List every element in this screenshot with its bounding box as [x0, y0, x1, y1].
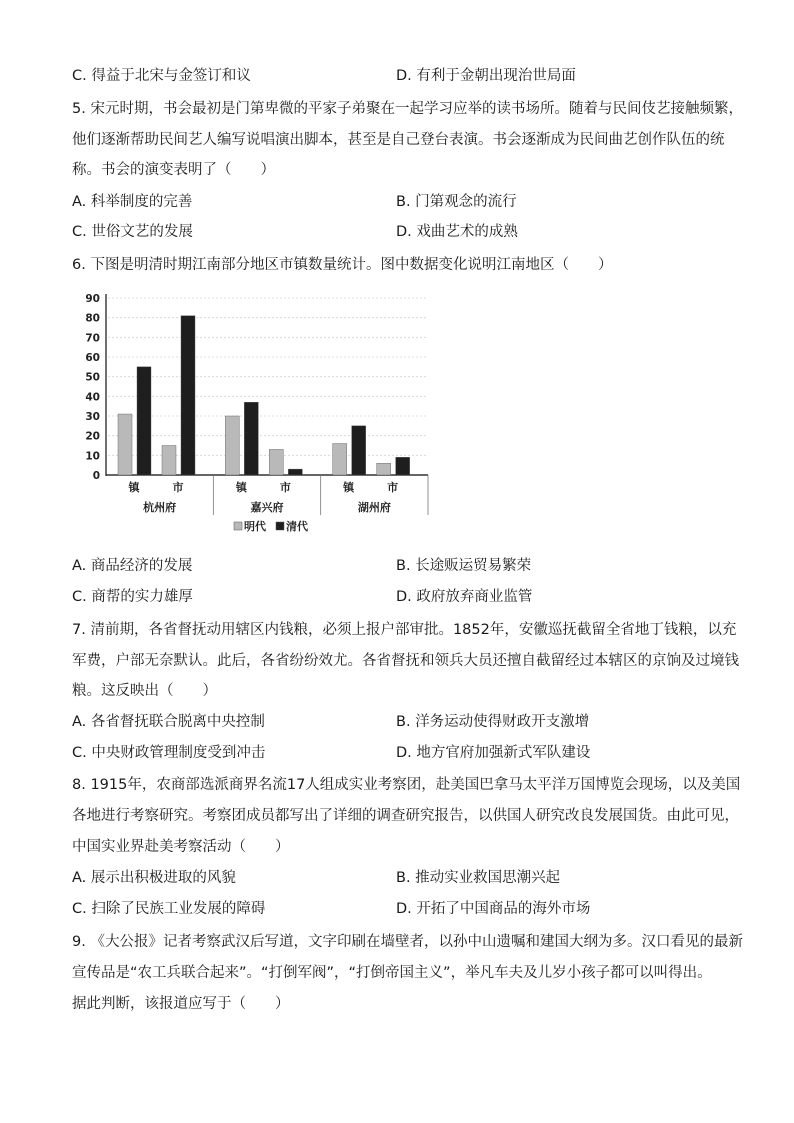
legend-label-清代: 清代	[286, 520, 308, 533]
q6-stem: 6. 下图是明清时期江南部分地区市镇数量统计。图中数据变化说明江南地区（ ）	[72, 257, 613, 273]
chart-gridlines	[108, 298, 428, 455]
bar-明代-嘉兴府-镇	[225, 416, 239, 475]
x-group-label: 湖州府	[357, 501, 391, 514]
q9-stem-line-3: 据此判断，该报道应写于（ ）	[72, 996, 290, 1012]
y-tick-label: 30	[85, 411, 100, 423]
q6-option-c: C. 商帮的实力雄厚	[72, 589, 193, 605]
q7-stem-line-1: 7. 清前期，各省督抚动用辖区内钱粮，必须上报户部审批。1852年，安徽巡抚截留全省地丁钱粮，以充	[72, 622, 737, 638]
y-tick-label: 80	[85, 312, 100, 325]
town-count-bar-chart	[78, 286, 438, 546]
bar-清代-嘉兴府-市	[288, 469, 302, 475]
q9-stem-line-1: 9. 《大公报》记者考察武汉后写道，文字印刷在墙壁者，以孙中山遗嘱和建国大纲为多。汉口看见的最新	[72, 934, 743, 950]
q8-option-a: A. 展示出积极进取的风貌	[72, 870, 236, 886]
q4-option-d: D. 有利于金朝出现治世局面	[396, 68, 576, 84]
bar-清代-嘉兴府-镇	[244, 402, 258, 475]
q9-stem-line-2: 宣传品是“农工兵联合起来”。“打倒军阀”，“打倒帝国主义”，举凡车夫及儿岁小孩子都可以叫得出。	[72, 965, 712, 981]
q7-option-b: B. 洋务运动使得财政开支激增	[396, 714, 590, 730]
x-category-label: 市	[387, 481, 399, 494]
y-tick-label: 50	[85, 371, 100, 384]
chart-labels	[85, 293, 398, 514]
y-tick-label: 90	[85, 293, 100, 305]
bar-清代-湖州府-镇	[352, 426, 366, 475]
bar-明代-杭州府-镇	[118, 414, 132, 475]
y-tick-label: 20	[85, 430, 100, 443]
x-category-label: 市	[279, 481, 291, 494]
q7-option-d: D. 地方官府加强新式军队建设	[396, 745, 591, 761]
q5-option-b: B. 门第观念的流行	[396, 194, 517, 210]
q5-option-c: C. 世俗文艺的发展	[72, 224, 193, 240]
y-tick-label: 40	[85, 391, 100, 404]
bar-清代-杭州府-市	[181, 316, 195, 475]
bar-明代-嘉兴府-市	[269, 449, 283, 475]
legend-swatch-清代	[276, 522, 284, 530]
q7-stem-line-3: 粮。这反映出（ ）	[72, 683, 217, 699]
bar-明代-湖州府-镇	[333, 444, 347, 475]
x-category-label: 镇	[235, 481, 247, 494]
q7-option-c: C. 中央财政管理制度受到冲击	[72, 745, 266, 761]
q5-option-a: A. 科举制度的完善	[72, 194, 193, 210]
q5-stem-line-1: 5. 宋元时期，书会最初是门第卑微的平家子弟聚在一起学习应举的读书场所。随着与民间伎艺接触频繁，	[72, 101, 743, 117]
q6-option-d: D. 政府放弃商业监管	[396, 589, 533, 605]
y-tick-label: 0	[92, 470, 100, 482]
q8-option-d: D. 开拓了中国商品的海外市场	[396, 901, 591, 917]
legend-swatch-明代	[234, 522, 242, 530]
q5-option-d: D. 戏曲艺术的成熟	[396, 224, 518, 240]
y-tick-label: 70	[85, 332, 100, 345]
bar-清代-杭州府-镇	[137, 367, 151, 475]
q8-stem-line-1: 8. 1915年，农商部选派商界名流17人组成实业考察团，赴美国巴拿马太平洋万国博览会现场，以及美国	[72, 777, 741, 793]
chart-bars	[118, 316, 410, 475]
y-tick-label: 60	[85, 352, 100, 364]
chart-axes	[106, 294, 428, 515]
q8-stem-line-2: 各地进行考察研究。考察团成员都写出了详细的调查研究报告，以供国人研究改良发展国货。由此可见，	[72, 808, 739, 824]
q7-stem-line-2: 军费，户部无奈默认。此后，各省纷纷效尤。各省督抚和领兵大员还擅自截留经过本辖区的京饷及过境钱	[72, 653, 739, 669]
q6-option-a: A. 商品经济的发展	[72, 558, 193, 574]
q7-option-a: A. 各省督抚联合脱离中央控制	[72, 714, 265, 730]
q5-stem-line-2: 他们逐渐帮助民间艺人编写说唱演出脚本，甚至是自己登台表演。书会逐渐成为民间曲艺创作队伍的统	[72, 132, 725, 148]
x-category-label: 市	[172, 481, 184, 494]
x-group-label: 嘉兴府	[250, 501, 284, 514]
q8-stem-line-3: 中国实业界赴美考察活动（ ）	[72, 839, 290, 855]
x-category-label: 镇	[343, 481, 355, 494]
q8-option-b: B. 推动实业救国思潮兴起	[396, 870, 561, 886]
bar-明代-杭州府-市	[162, 446, 176, 476]
legend-label-明代: 明代	[244, 520, 266, 533]
q4-option-c: C. 得益于北宋与金签订和议	[72, 68, 251, 84]
q5-stem-line-3: 称。书会的演变表明了（ ）	[72, 162, 275, 178]
x-category-label: 镇	[128, 481, 140, 494]
x-group-label: 杭州府	[143, 501, 177, 514]
q8-option-c: C. 扫除了民族工业发展的障碍	[72, 901, 266, 917]
bar-清代-湖州府-市	[396, 457, 410, 475]
q6-option-b: B. 长途贩运贸易繁荣	[396, 558, 532, 574]
chart-legend	[234, 519, 309, 533]
bar-明代-湖州府-市	[377, 463, 391, 475]
y-tick-label: 10	[85, 450, 100, 463]
